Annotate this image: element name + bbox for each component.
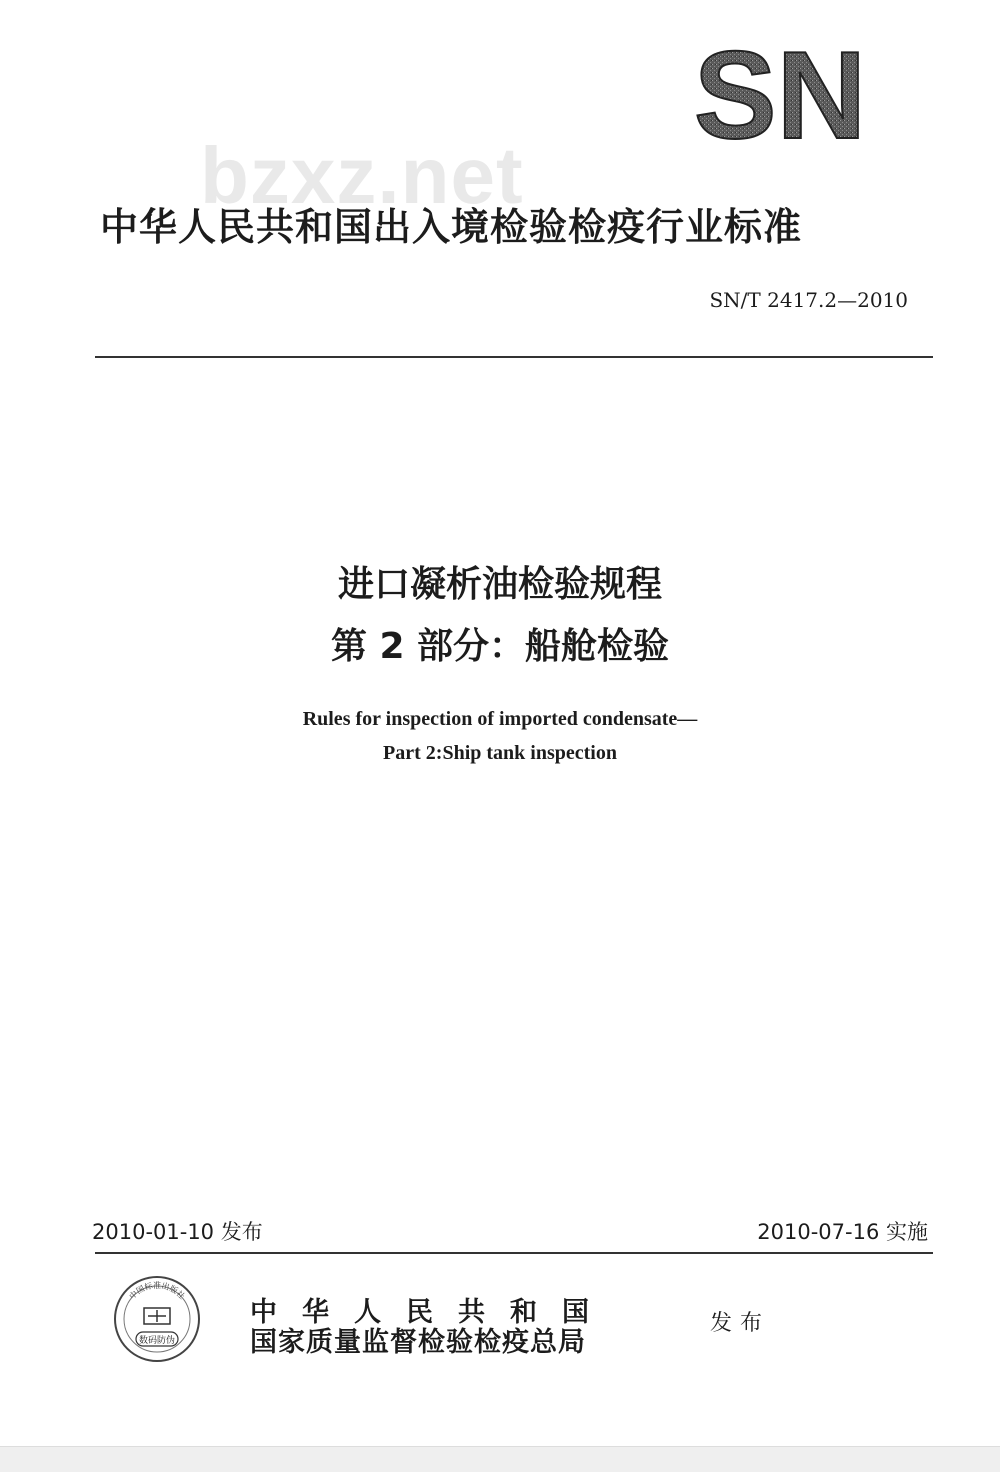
svg-text:SN: SN bbox=[693, 44, 867, 144]
header-divider bbox=[95, 356, 933, 358]
bottom-scroll-bar bbox=[0, 1446, 1000, 1472]
title-en-line1: Rules for inspection of imported condensate— bbox=[302, 708, 698, 730]
publish-label: 发布 bbox=[710, 1311, 771, 1336]
implement-date: 2010-07-16 实施 bbox=[757, 1220, 928, 1244]
standard-number: SN/T 2417.2—2010 bbox=[709, 288, 908, 312]
org-title: 中华人民共和国出入境检验检疫行业标准 bbox=[100, 205, 803, 249]
watermark: bzxz.net bbox=[200, 131, 524, 220]
title-cn-line1: 进口凝析油检验规程 bbox=[337, 564, 662, 605]
title-cn-line2: 第 2 部分：船舱检验 bbox=[330, 626, 670, 667]
svg-text:数码防伪: 数码防伪 bbox=[138, 1336, 176, 1346]
publisher-line1: 中华人民共和国 bbox=[250, 1297, 614, 1328]
publisher-seal-icon bbox=[112, 1274, 202, 1364]
svg-text:中国标准出版社: 中国标准出版社 bbox=[127, 1281, 187, 1302]
title-en-line2: Part 2:Ship tank inspection bbox=[383, 742, 617, 764]
issue-date: 2010-01-10 发布 bbox=[92, 1220, 263, 1244]
sn-logo bbox=[680, 44, 880, 144]
footer-divider bbox=[95, 1252, 933, 1254]
publisher-line2: 国家质量监督检验检疫总局 bbox=[250, 1327, 586, 1358]
